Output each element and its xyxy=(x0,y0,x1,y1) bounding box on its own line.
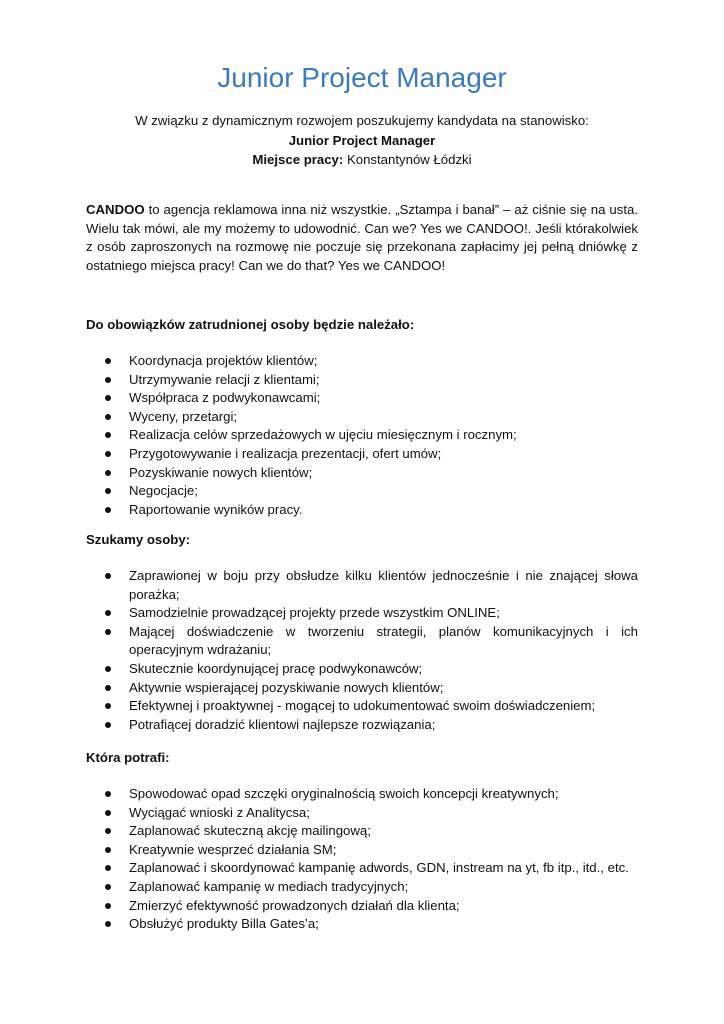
bullet-icon xyxy=(105,414,111,420)
bullet-icon xyxy=(105,884,111,890)
list-item-text: Realizacja celów sprzedażowych w ujęciu miesięcznym i rocznym; xyxy=(129,427,517,443)
company-description xyxy=(86,201,638,275)
bullet-icon xyxy=(105,507,111,513)
list-item-text: Potrafiącej doradzić klientowi najlepsze rozwiązania; xyxy=(129,716,436,732)
location-label: Miejsce pracy: xyxy=(252,152,344,167)
seeking-heading: Szukamy osoby: xyxy=(86,532,191,547)
list-item xyxy=(86,679,638,698)
bullet-icon xyxy=(105,921,111,927)
duties-heading: Do obowiązków zatrudnionej osoby będzie należało: xyxy=(86,317,415,332)
bullet-icon xyxy=(105,722,111,728)
bullet-icon xyxy=(105,791,111,797)
list-item-text: Koordynacja projektów klientów; xyxy=(129,353,318,368)
list-item xyxy=(86,445,638,464)
location-line xyxy=(86,151,638,171)
list-item xyxy=(86,804,638,823)
bullet-icon xyxy=(105,685,111,691)
brand-name: CANDOO xyxy=(86,202,145,217)
bullet-icon xyxy=(105,703,111,709)
bullet-icon xyxy=(105,847,111,853)
list-item xyxy=(86,567,638,604)
list-item xyxy=(86,915,638,934)
list-item-text: Obsłużyć produkty Billa Gates’a; xyxy=(129,916,319,932)
bullet-icon xyxy=(105,358,111,364)
list-item xyxy=(86,716,638,735)
list-item xyxy=(86,785,638,804)
list-item xyxy=(86,501,638,520)
bullet-icon xyxy=(105,395,111,401)
list-item xyxy=(86,464,638,483)
list-item-text: Aktywnie wspierającej pozyskiwanie nowych klientów; xyxy=(129,679,444,695)
list-item xyxy=(86,371,638,390)
list-item-text: Utrzymywanie relacji z klientami; xyxy=(129,371,320,387)
bullet-icon xyxy=(105,573,111,579)
list-item-text: Przygotowywanie i realizacja prezentacji, ofert umów; xyxy=(129,445,442,461)
list-item xyxy=(86,660,638,679)
bullet-icon xyxy=(105,488,111,494)
intro-block xyxy=(86,112,638,171)
list-item xyxy=(86,697,638,716)
list-item-text: Samodzielnie prowadzącej projekty przede wszystkim ONLINE; xyxy=(129,605,500,621)
list-item-text: Wyceny, przetargi; xyxy=(129,408,238,424)
list-item-text: Negocjacje; xyxy=(129,483,198,499)
list-item-text: Raportowanie wyników pracy. xyxy=(129,501,303,517)
abilities-list xyxy=(86,785,638,934)
list-item xyxy=(86,878,638,897)
location-value: Konstantynów Łódzki xyxy=(343,152,472,167)
list-item-text: Kreatywnie wesprzeć działania SM; xyxy=(129,841,337,857)
list-item-text: Wyciągać wnioski z Analitycsa; xyxy=(129,804,310,820)
description-text: to agencja reklamowa inna niż wszystkie. „Sztampa i banał” – aż ciśnie się na usta. Wielu tak mówi, ale my możemy to udowodnić. Can we? Yes we CANDOO!. Jeśli którakolwiek z osób zaproszonych na rozmowę nie poczuje się przekonana zapłacimy jej pełną dniówkę z ostatniego miejsca pracy! Can we do that? Yes we CANDOO! xyxy=(86,202,638,273)
bullet-icon xyxy=(105,610,111,616)
list-item xyxy=(86,604,638,623)
intro-line: W związku z dynamicznym rozwojem poszukujemy kandydata na stanowisko: xyxy=(135,113,589,128)
list-item-text: Skutecznie koordynującej pracę podwykonawców; xyxy=(129,660,423,676)
page-title: Junior Project Manager xyxy=(217,62,507,93)
position-name: Junior Project Manager xyxy=(288,132,436,148)
list-item xyxy=(86,841,638,860)
list-item xyxy=(86,352,638,371)
bullet-icon xyxy=(105,629,111,635)
list-item-text: Zaprawionej w boju przy obsłudze kilku klientów jednocześnie i nie znającej słowa porażka; xyxy=(129,568,638,602)
list-item xyxy=(86,482,638,501)
list-item xyxy=(86,408,638,427)
bullet-icon xyxy=(105,865,111,871)
bullet-icon xyxy=(105,451,111,457)
list-item-text: Współpraca z podwykonawcami; xyxy=(129,390,321,406)
bullet-icon xyxy=(105,810,111,816)
abilities-heading: Która potrafi: xyxy=(86,750,170,765)
bullet-icon xyxy=(105,377,111,383)
list-item xyxy=(86,822,638,841)
list-item xyxy=(86,897,638,916)
bullet-icon xyxy=(105,470,111,476)
list-item xyxy=(86,426,638,445)
list-item xyxy=(86,859,638,878)
bullet-icon xyxy=(105,666,111,672)
bullet-icon xyxy=(105,903,111,909)
list-item xyxy=(86,389,638,408)
duties-list xyxy=(86,352,638,519)
list-item-text: Zaplanować skuteczną akcję mailingową; xyxy=(129,823,371,839)
list-item-text: Zaplanować i skoordynować kampanię adwords, GDN, instream na yt, fb itp., itd., etc. xyxy=(129,860,629,876)
seeking-list xyxy=(86,567,638,734)
list-item-text: Zmierzyć efektywność prowadzonych działań dla klienta; xyxy=(129,897,460,913)
list-item-text: Spowodować opad szczęki oryginalnością swoich koncepcji kreatywnych; xyxy=(129,786,559,801)
list-item-text: Mającej doświadczenie w tworzeniu strategii, planów komunikacyjnych i ich operacyjnym wdrażaniu; xyxy=(129,623,638,658)
list-item xyxy=(86,623,638,660)
bullet-icon xyxy=(105,828,111,834)
description-paragraph xyxy=(86,201,638,275)
list-item-text: Efektywnej i proaktywnej - mogącej to udokumentować swoim doświadczeniem; xyxy=(129,698,596,714)
bullet-icon xyxy=(105,432,111,438)
list-item-text: Pozyskiwanie nowych klientów; xyxy=(129,464,313,480)
list-item-text: Zaplanować kampanię w mediach tradycyjnych; xyxy=(129,878,409,894)
